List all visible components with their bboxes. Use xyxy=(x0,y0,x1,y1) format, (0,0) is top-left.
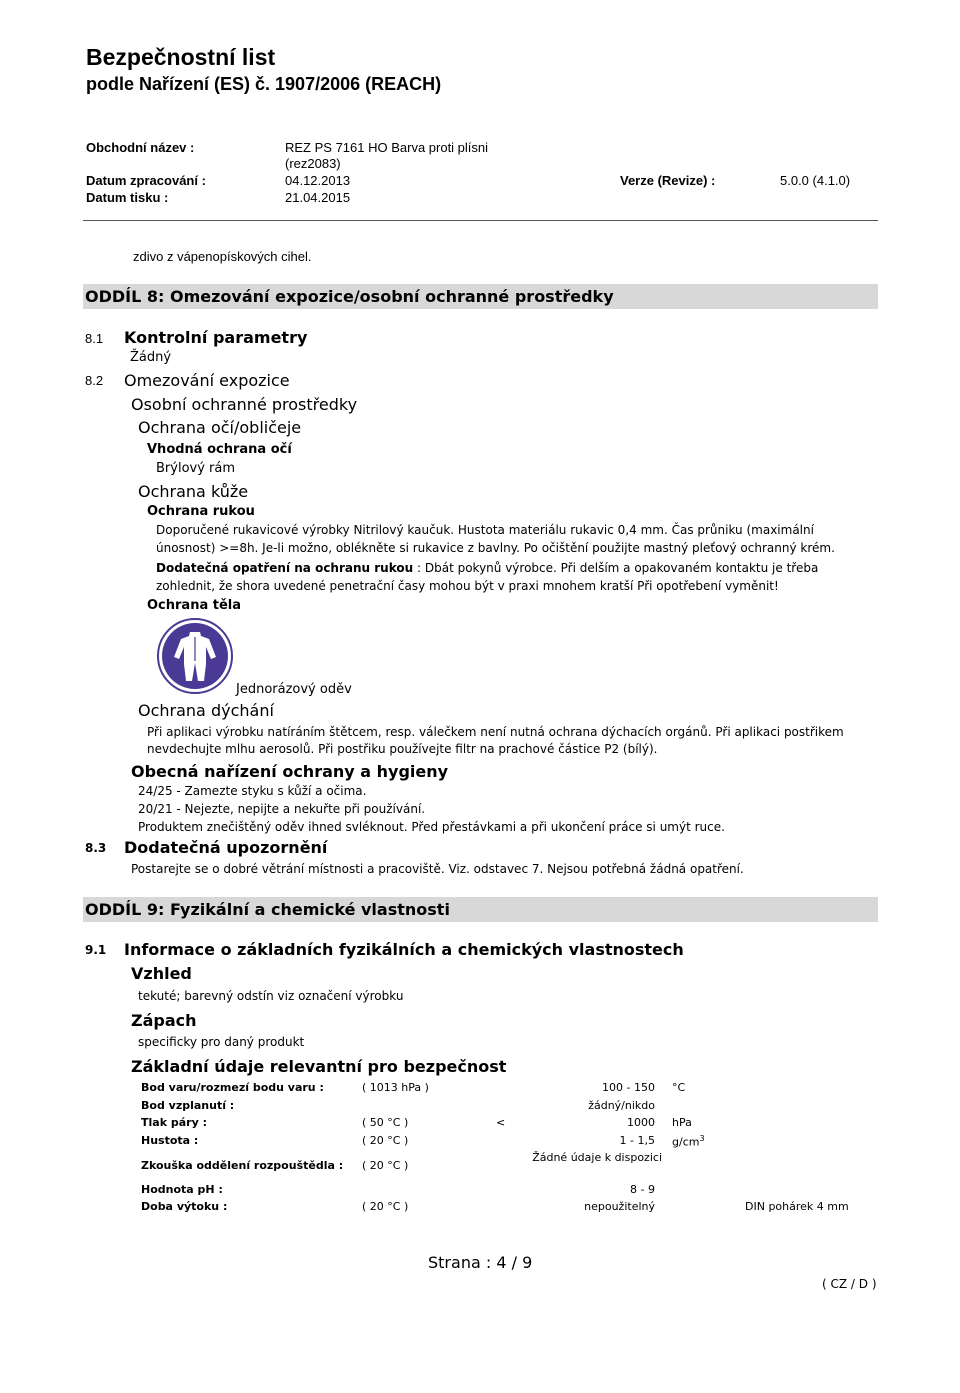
document-subtitle: podle Nařízení (ES) č. 1907/2006 (REACH) xyxy=(86,74,442,94)
body-protection-subheading: Ochrana těla xyxy=(147,598,242,613)
section-9-title: ODDÍL 9: Fyzikální a chemické vlastnosti xyxy=(85,900,450,919)
hand-extra-text: : Dbát pokynů výrobce. Při delším a opakovaném kontaktu je třeba xyxy=(417,561,819,575)
version-label: Verze (Revize) : xyxy=(620,173,716,188)
property-unit: hPa xyxy=(672,1116,692,1129)
hand-extra-text-2: zohlednit, že shora uvedené penetrační časy mohou být v praxi mnohem kratší Při opotřebení vyměnit! xyxy=(156,579,779,593)
print-date-value: 21.04.2015 xyxy=(285,190,351,205)
subsection-8-3-title: Dodatečná upozornění xyxy=(124,838,328,857)
respiratory-protection-text-2: nevdechujte mlhu aerosolů. Při postřiku používejte filtr na prachové částice P2 (bílý). xyxy=(147,742,658,756)
eye-protection-subheading: Vhodná ochrana očí xyxy=(147,442,292,457)
hand-protection-text: Doporučené rukavicové výrobky Nitrilový kaučuk. Hustota materiálu rukavic 0,4 mm. Čas průniku (maximální xyxy=(156,523,814,537)
eye-protection-text: Brýlový rám xyxy=(156,461,236,476)
hygiene-line-3: Produktem znečištěný oděv ihned svléknout. Před přestávkami a při ukončení práce si umýt ruce. xyxy=(138,820,725,834)
subsection-8-3-number: 8.3 xyxy=(85,841,107,855)
body-protection-text: Jednorázový oděv xyxy=(236,682,352,697)
document-title: Bezpečnostní list xyxy=(86,44,276,70)
odor-text: specificky pro daný produkt xyxy=(138,1035,305,1049)
hygiene-line-1: 24/25 - Zamezte styku s kůží a očima. xyxy=(138,784,367,798)
property-label: Hodnota pH : xyxy=(141,1183,223,1196)
protective-clothing-icon xyxy=(156,617,234,695)
property-value: Žádné údaje k dispozici xyxy=(532,1151,662,1164)
hand-protection-text-2: únosnost) >=8h. Je-li možno, oblékněte si rukavice z bavlny. Po očištění použijte mastný pleťový ochranný krém. xyxy=(156,541,835,555)
subsection-8-2-number: 8.2 xyxy=(85,373,104,388)
skin-protection-heading: Ochrana kůže xyxy=(138,482,249,501)
property-condition: ( 1013 hPa ) xyxy=(362,1081,429,1094)
eye-protection-heading: Ochrana očí/obličeje xyxy=(138,418,302,437)
hand-extra-measures xyxy=(156,561,818,575)
property-value: nepoužitelný xyxy=(584,1200,655,1213)
version-value: 5.0.0 (4.1.0) xyxy=(780,173,851,188)
subsection-8-1-number: 8.1 xyxy=(85,331,104,346)
property-label: Tlak páry : xyxy=(141,1116,207,1129)
unit-text: g/cm xyxy=(672,1135,700,1149)
subsection-8-2-title: Omezování expozice xyxy=(124,371,290,390)
property-label: Zkouška oddělení rozpouštědla : xyxy=(141,1159,344,1172)
appearance-heading: Vzhled xyxy=(131,964,192,983)
property-unit xyxy=(672,1134,705,1149)
trade-name-value: REZ PS 7161 HO Barva proti plísni xyxy=(285,140,489,155)
property-method: DIN pohárek 4 mm xyxy=(745,1200,849,1213)
page-number: Strana : 4 / 9 xyxy=(428,1253,533,1272)
property-value: žádný/nikdo xyxy=(588,1099,655,1112)
trade-name-value-2: (rez2083) xyxy=(285,156,341,171)
hygiene-line-2: 20/21 - Nejezte, nepijte a nekuřte při používání. xyxy=(138,802,426,816)
property-label: Hustota : xyxy=(141,1134,199,1147)
carryover-text: zdivo z vápenopískových cihel. xyxy=(133,249,312,264)
property-condition: ( 20 °C ) xyxy=(362,1159,409,1172)
property-operator: < xyxy=(496,1116,506,1129)
property-condition: ( 20 °C ) xyxy=(362,1134,409,1147)
language-indicator: ( CZ / D ) xyxy=(822,1277,877,1291)
ppe-heading: Osobní ochranné prostředky xyxy=(131,395,358,414)
property-label: Doba výtoku : xyxy=(141,1200,228,1213)
property-value: 1000 xyxy=(627,1116,655,1129)
property-condition: ( 50 °C ) xyxy=(362,1116,409,1129)
property-condition: ( 20 °C ) xyxy=(362,1200,409,1213)
appearance-text: tekuté; barevný odstín viz označení výrobku xyxy=(138,989,404,1003)
processed-date-value: 04.12.2013 xyxy=(285,173,351,188)
respiratory-protection-text: Při aplikaci výrobku natíráním štětcem, resp. válečkem není nutná ochrana dýchacích orgánů. Při aplikaci postřikem xyxy=(147,725,844,739)
subsection-8-1-title: Kontrolní parametry xyxy=(124,328,308,347)
hand-extra-label: Dodatečná opatření na ochranu rukou xyxy=(156,561,414,575)
respiratory-protection-heading: Ochrana dýchání xyxy=(138,701,274,720)
property-value: 1 - 1,5 xyxy=(619,1134,655,1147)
control-parameters-text: Žádný xyxy=(130,350,172,365)
unit-superscript: 3 xyxy=(699,1134,705,1143)
odor-heading: Zápach xyxy=(131,1011,197,1030)
property-value: 8 - 9 xyxy=(630,1183,655,1196)
hygiene-heading: Obecná nařízení ochrany a hygieny xyxy=(131,762,449,781)
trade-name-label: Obchodní název : xyxy=(86,140,195,155)
safety-data-heading: Základní údaje relevantní pro bezpečnost xyxy=(131,1057,507,1076)
subsection-9-1-title: Informace o základních fyzikálních a chemických vlastnostech xyxy=(124,940,684,959)
property-unit: °C xyxy=(672,1081,686,1094)
header-divider xyxy=(83,220,878,221)
property-label: Bod vzplanutí : xyxy=(141,1099,235,1112)
property-label: Bod varu/rozmezí bodu varu : xyxy=(141,1081,324,1094)
property-value: 100 - 150 xyxy=(602,1081,655,1094)
section-8-title: ODDÍL 8: Omezování expozice/osobní ochranné prostředky xyxy=(85,287,614,306)
subsection-9-1-number: 9.1 xyxy=(85,943,107,957)
print-date-label: Datum tisku : xyxy=(86,190,169,205)
additional-notes-text: Postarejte se o dobré větrání místnosti a pracoviště. Viz. odstavec 7. Nejsou potřebná žádná opatření. xyxy=(131,862,744,876)
processed-date-label: Datum zpracování : xyxy=(86,173,206,188)
hand-protection-subheading: Ochrana rukou xyxy=(147,504,255,519)
